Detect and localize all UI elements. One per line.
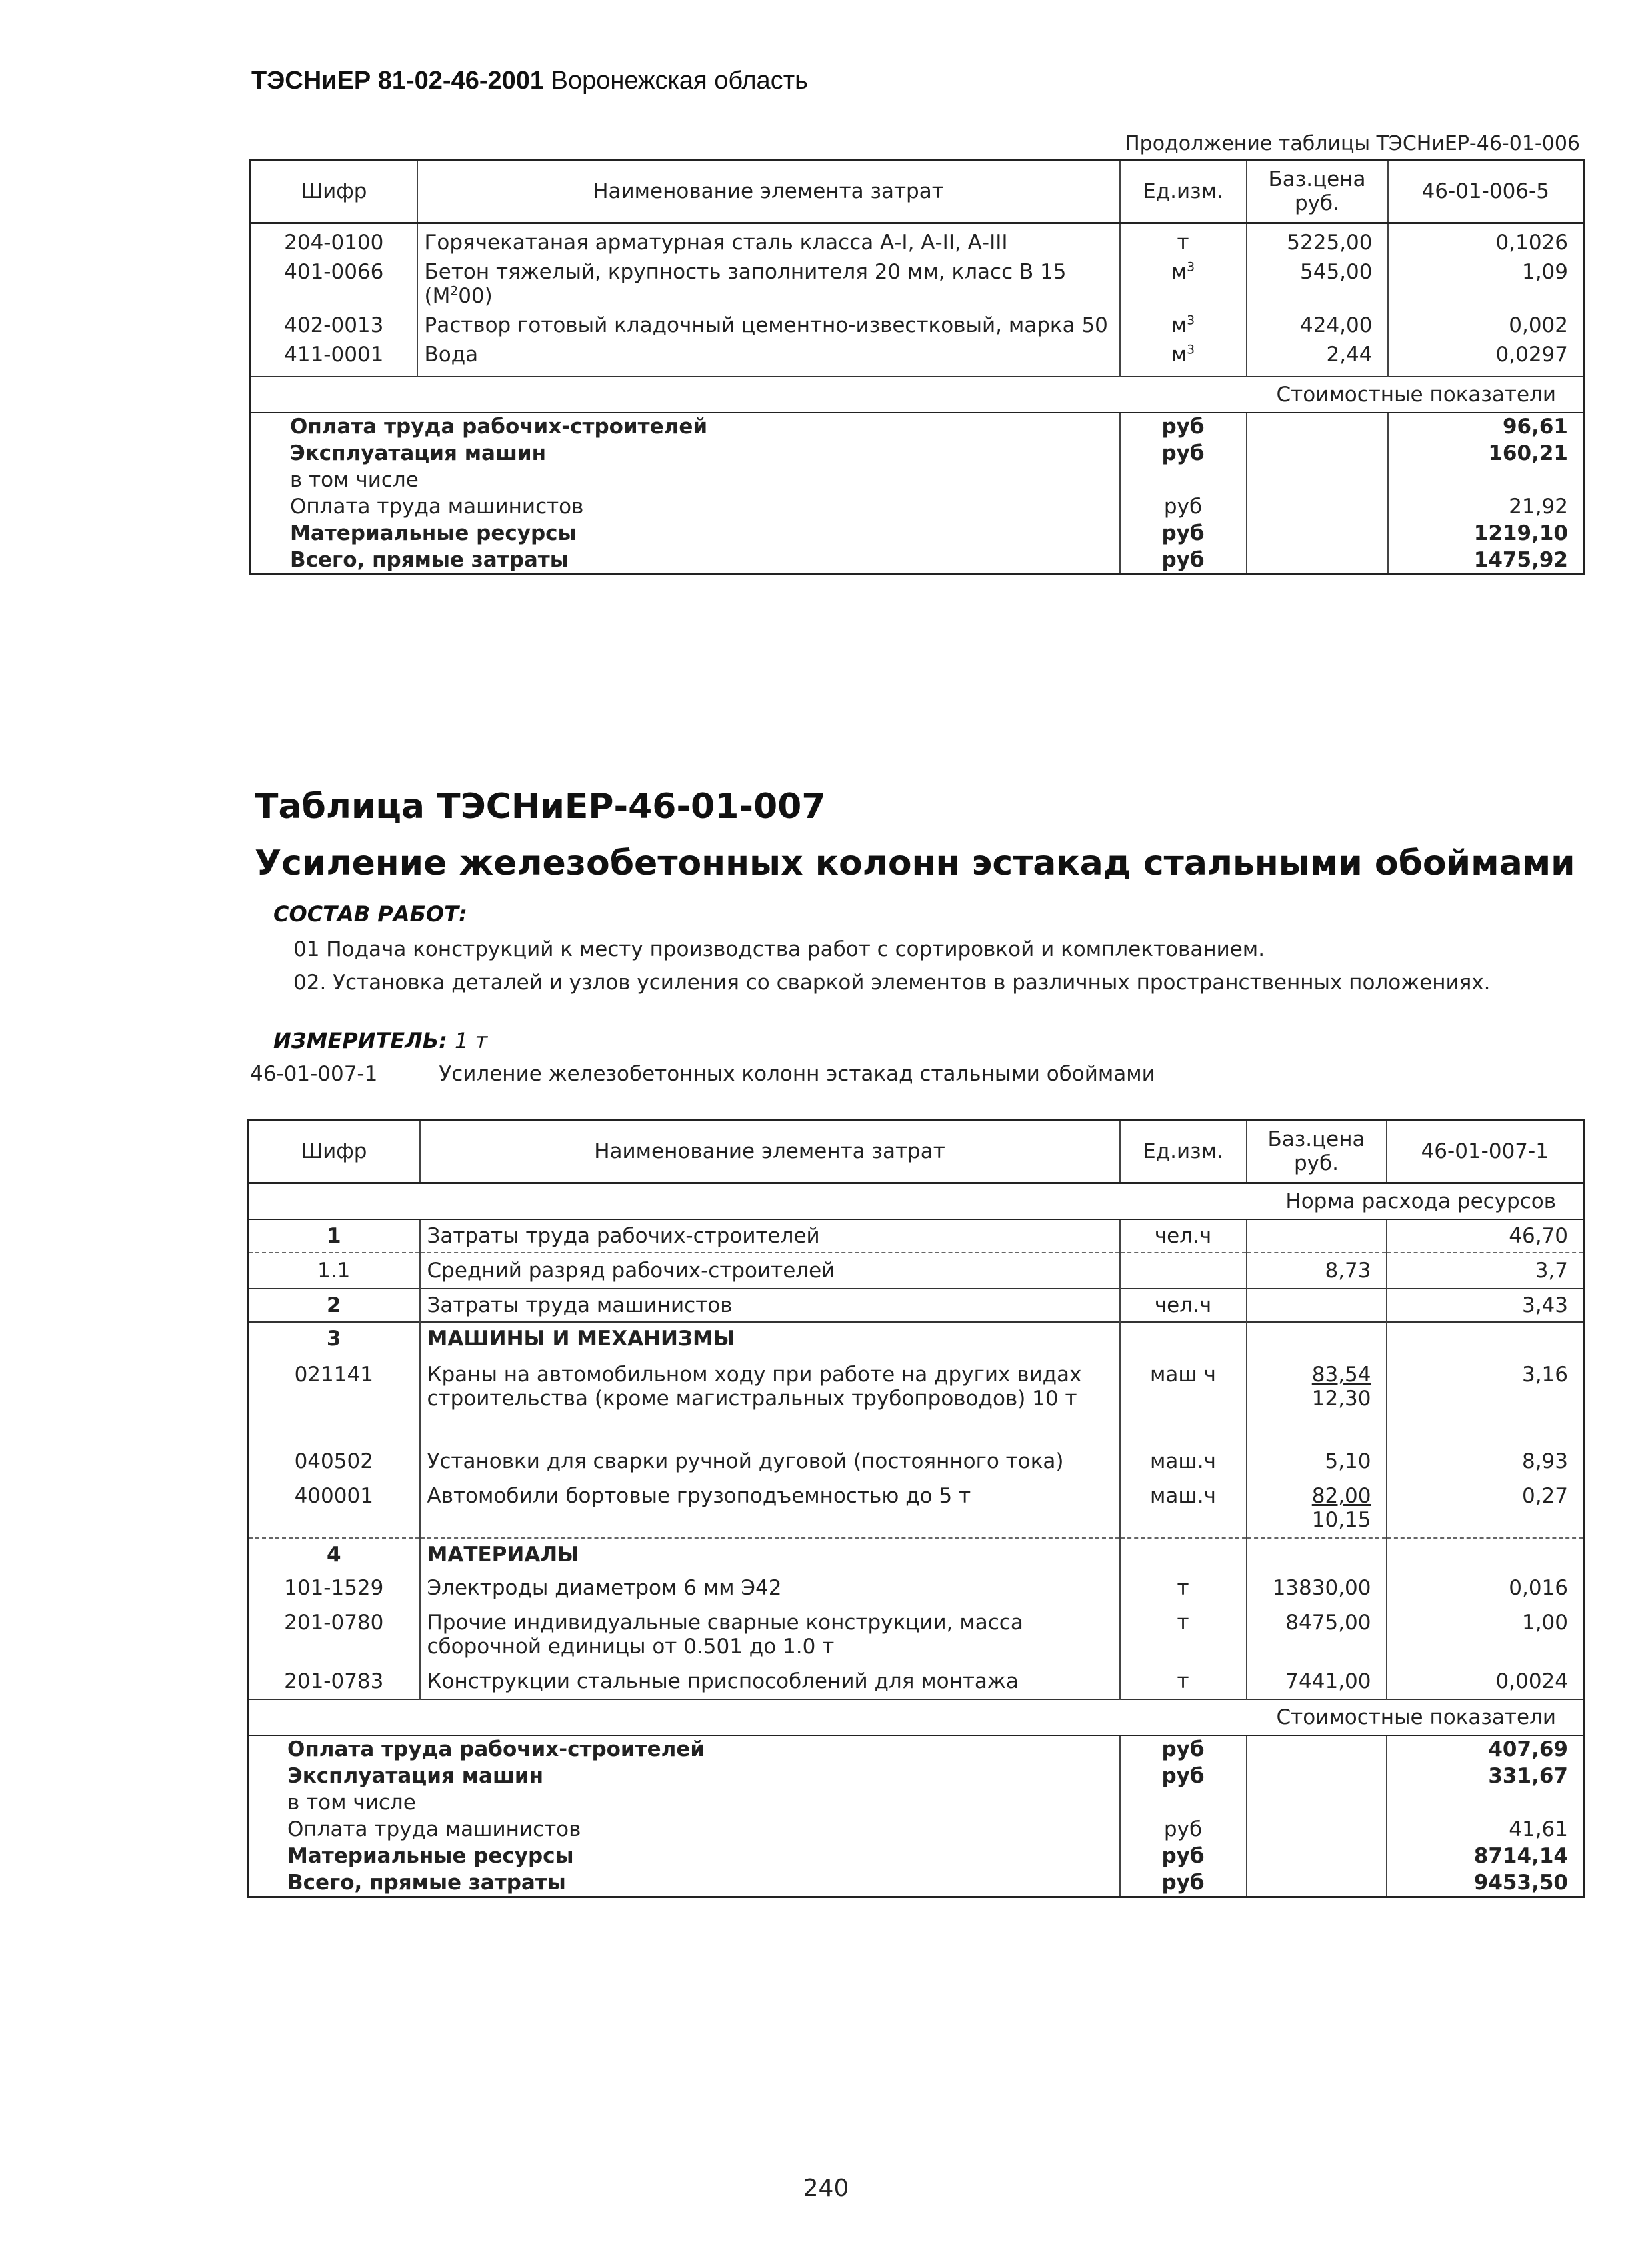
cell-value: 3,7 [1387, 1253, 1584, 1289]
cost-value: 1475,92 [1388, 547, 1584, 575]
cell-value [1387, 1538, 1584, 1571]
cell-value: 1,00 [1387, 1605, 1584, 1664]
table2-costs [248, 1735, 1584, 1897]
table-row [248, 1253, 1584, 1289]
norm-code-line [250, 1062, 1155, 1086]
cost-value [1388, 467, 1584, 493]
cell-unit: маш.ч [1120, 1479, 1247, 1538]
price-value: 8475,00 [1285, 1611, 1371, 1635]
cost-price-empty [1247, 547, 1388, 575]
col-header-code: Шифр [248, 1120, 420, 1183]
cost-row [248, 1816, 1584, 1843]
cost-name: Материальные ресурсы [287, 1844, 574, 1868]
cell-code: 2 [248, 1289, 420, 1322]
price-value: 83,54 [1311, 1363, 1371, 1387]
table-row [248, 1289, 1584, 1322]
cell-price [1247, 1444, 1387, 1479]
cell-unit [1120, 1538, 1247, 1571]
col-header-unit: Ед.изм. [1120, 160, 1247, 223]
work-item-2: 02. Установка деталей и узлов усиления со сваркой элементов в различных пространственных положениях. [293, 971, 1491, 995]
cost-value: 9453,50 [1387, 1869, 1584, 1897]
cell-unit: т [1120, 1571, 1247, 1605]
cost-row [251, 493, 1584, 520]
cell-code: 1 [326, 1224, 341, 1248]
cost-row [248, 1789, 1584, 1816]
col-header-price: Баз.цена руб. [1247, 160, 1388, 223]
table-row [251, 257, 1584, 311]
cell-price [1247, 1538, 1387, 1571]
cell-name: Автомобили бортовые грузоподъемностью до 5 т [420, 1479, 1120, 1538]
cell-name: Установки для сварки ручной дуговой (постоянного тока) [420, 1444, 1120, 1479]
cell-price: 545,00 [1247, 257, 1388, 311]
col-header-code: Шифр [251, 160, 417, 223]
norm-label: Норма расхода ресурсов [248, 1183, 1584, 1220]
table-row [248, 1355, 1584, 1444]
cell-name: Затраты труда рабочих-строителей [420, 1219, 1120, 1253]
cell-value: 0,016 [1387, 1571, 1584, 1605]
table1-costs [251, 413, 1584, 575]
cost-value: 41,61 [1387, 1816, 1584, 1843]
cost-price-empty [1247, 1763, 1387, 1789]
table-row [248, 1664, 1584, 1699]
cell-price [1247, 1605, 1387, 1664]
cost-value [1387, 1789, 1584, 1816]
cost-value: 1219,10 [1388, 520, 1584, 547]
cell-price [1247, 1571, 1387, 1605]
cell-code: 204-0100 [284, 231, 384, 255]
table-row [251, 223, 1584, 258]
cost-label-row [251, 377, 1584, 413]
price-machinist-wage: 12,30 [1311, 1387, 1371, 1411]
table-row [251, 340, 1584, 377]
cost-name: Всего, прямые затраты [287, 1871, 566, 1895]
table-row [248, 1605, 1584, 1664]
cell-code: 101-1529 [284, 1576, 384, 1600]
table1-body [251, 223, 1584, 377]
cell-name: Вода [417, 340, 1120, 377]
cell-code: 040502 [294, 1449, 373, 1473]
cell-value [1387, 1322, 1584, 1355]
cell-value: 0,002 [1388, 311, 1584, 340]
cost-unit: руб [1120, 413, 1247, 440]
table-subtitle: Усиление железобетонных колонн эстакад стальными обоймами [255, 843, 1575, 883]
cell-name: Горячекатаная арматурная сталь класса А-I, А-II, А-III [417, 223, 1120, 258]
cell-unit: чел.ч [1120, 1219, 1247, 1253]
cost-name: в том числе [287, 1791, 416, 1815]
cell-price [1247, 1664, 1387, 1699]
price-value: 8,73 [1325, 1259, 1371, 1283]
cell-code: 4 [248, 1538, 420, 1571]
cell-price [1247, 1479, 1387, 1538]
cost-row [251, 440, 1584, 467]
cell-price [1247, 1253, 1387, 1289]
cost-price-empty [1247, 493, 1388, 520]
table-header-row [248, 1120, 1584, 1183]
cost-price-empty [1247, 413, 1388, 440]
cost-price-empty [1247, 1869, 1387, 1897]
cost-unit: руб [1120, 1735, 1247, 1763]
norm-code-description: Усиление железобетонных колонн эстакад стальными обоймами [439, 1062, 1155, 1086]
cell-code: 401-0066 [284, 260, 384, 284]
cell-unit [1120, 1253, 1247, 1289]
cell-price [1247, 1219, 1387, 1253]
table-row [251, 311, 1584, 340]
cost-unit: руб [1120, 547, 1247, 575]
col-header-name: Наименование элемента затрат [420, 1120, 1120, 1183]
cell-code: 3 [248, 1322, 420, 1355]
running-header [251, 67, 808, 95]
cell-value: 46,70 [1387, 1219, 1584, 1253]
cell-value: 3,43 [1387, 1289, 1584, 1322]
cost-value: 407,69 [1387, 1735, 1584, 1763]
cell-unit: т [1120, 1664, 1247, 1699]
header-region: Воронежская область [551, 67, 808, 95]
cell-code: 400001 [294, 1484, 373, 1508]
cell-code: 402-0013 [284, 313, 384, 337]
cell-unit [1120, 1322, 1247, 1355]
meter-value: 1 т [455, 1028, 488, 1053]
cell-unit: $м^3$ [1120, 311, 1247, 340]
table-row [248, 1479, 1584, 1538]
cost-unit: руб [1120, 1816, 1247, 1843]
cost-unit: руб [1120, 440, 1247, 467]
cost-unit: руб [1120, 1763, 1247, 1789]
cell-name: Электроды диаметром 6 мм Э42 [420, 1571, 1120, 1605]
col-header-name: Наименование элемента затрат [417, 160, 1120, 223]
cost-row [248, 1843, 1584, 1869]
price-machinist-wage: 10,15 [1311, 1508, 1371, 1532]
cell-code: 411-0001 [284, 343, 384, 367]
cell-name: Раствор готовый кладочный цементно-известковый, марка 50 [417, 311, 1120, 340]
cell-value: 8,93 [1387, 1444, 1584, 1479]
cost-row [248, 1869, 1584, 1897]
cell-code: 021141 [294, 1363, 373, 1387]
table-row [248, 1444, 1584, 1479]
cell-code: 201-0783 [284, 1669, 384, 1693]
price-value: 7441,00 [1285, 1669, 1371, 1693]
cell-value: 0,0297 [1388, 340, 1584, 377]
page-number: 240 [803, 2175, 849, 2202]
cell-price [1247, 1289, 1387, 1322]
cost-unit: руб [1120, 493, 1247, 520]
cost-name: Всего, прямые затраты [290, 548, 569, 572]
cost-row [248, 1735, 1584, 1763]
cost-name: Оплата труда машинистов [287, 1817, 581, 1841]
cost-price-empty [1247, 1843, 1387, 1869]
cost-price-empty [1247, 1789, 1387, 1816]
col-header-unit: Ед.изм. [1120, 1120, 1247, 1183]
header-code: ТЭСНиЕР 81-02-46-2001 [251, 67, 545, 95]
cost-price-empty [1247, 467, 1388, 493]
cell-name: Затраты труда машинистов [420, 1289, 1120, 1322]
cell-name: МАШИНЫ И МЕХАНИЗМЫ [420, 1322, 1120, 1355]
cost-value: 96,61 [1388, 413, 1584, 440]
price-value: 82,00 [1311, 1484, 1371, 1508]
cost-name: Материальные ресурсы [290, 521, 577, 545]
table2-body [248, 1219, 1584, 1699]
cell-unit: т [1120, 1605, 1247, 1664]
cell-price: 5225,00 [1247, 223, 1388, 258]
col-header-norm: 46-01-006-5 [1388, 160, 1584, 223]
price-value: 5,10 [1325, 1449, 1371, 1473]
cell-name: Средний разряд рабочих-строителей [420, 1253, 1120, 1289]
cost-value: 160,21 [1388, 440, 1584, 467]
cost-unit: руб [1120, 520, 1247, 547]
cell-value: 0,27 [1387, 1479, 1584, 1538]
cell-unit: чел.ч [1120, 1289, 1247, 1322]
cell-price [1247, 1322, 1387, 1355]
cell-value: 0,1026 [1388, 223, 1584, 258]
cost-row [251, 520, 1584, 547]
cell-price: 424,00 [1247, 311, 1388, 340]
cell-unit: т [1120, 223, 1247, 258]
cost-unit: руб [1120, 1869, 1247, 1897]
cost-row [251, 413, 1584, 440]
table-header-row [251, 160, 1584, 223]
meter-label: ИЗМЕРИТЕЛЬ: [273, 1028, 447, 1053]
cell-name: Прочие индивидуальные сварные конструкции, масса сборочной единицы от 0.501 до 1.0 т [420, 1605, 1120, 1664]
cost-price-empty [1247, 440, 1388, 467]
cost-name: Оплата труда машинистов [290, 495, 584, 519]
cost-label-row [248, 1699, 1584, 1735]
table-row [248, 1571, 1584, 1605]
cell-name: Конструкции стальные приспособлений для монтажа [420, 1664, 1120, 1699]
cost-price-empty [1247, 1735, 1387, 1763]
cell-value: 3,16 [1387, 1355, 1584, 1444]
cost-unit: руб [1120, 1843, 1247, 1869]
cell-unit: маш ч [1120, 1355, 1247, 1444]
cost-row [248, 1763, 1584, 1789]
cell-unit: маш.ч [1120, 1444, 1247, 1479]
cost-value: 21,92 [1388, 493, 1584, 520]
cost-price-empty [1247, 520, 1388, 547]
cost-unit [1120, 1789, 1247, 1816]
cost-name: Эксплуатация машин [290, 441, 547, 465]
col-header-price: Баз.цена руб. [1247, 1120, 1387, 1183]
cell-code: 1.1 [248, 1253, 420, 1289]
col-header-norm: 46-01-007-1 [1387, 1120, 1584, 1183]
cell-price: 2,44 [1247, 340, 1388, 377]
cost-value: 8714,14 [1387, 1843, 1584, 1869]
meter [273, 1028, 487, 1053]
norm-code: 46-01-007-1 [250, 1062, 378, 1086]
cost-value: 331,67 [1387, 1763, 1584, 1789]
work-item-1: 01 Подача конструкций к месту производства работ с сортировкой и комплектованием. [293, 937, 1265, 961]
cell-name: МАТЕРИАЛЫ [420, 1538, 1120, 1571]
cell-name: Краны на автомобильном ходу при работе на других видах строительства (кроме магистральных трубопроводов) 10 т [420, 1355, 1120, 1444]
cell-name: Бетон тяжелый, крупность заполнителя 20 мм, класс В 15 $(М^200)$ [417, 257, 1120, 311]
table-46-01-007 [247, 1119, 1585, 1898]
cost-unit [1120, 467, 1247, 493]
norm-label-row [248, 1183, 1584, 1220]
cell-price [1247, 1355, 1387, 1444]
table-row [248, 1322, 1584, 1355]
cost-row [251, 547, 1584, 575]
table-row [248, 1219, 1584, 1253]
price-value: 13830,00 [1272, 1576, 1371, 1600]
continuation-label: Продолжение таблицы ТЭСНиЕР-46-01-006 [1125, 132, 1580, 155]
cell-unit: $м^3$ [1120, 257, 1247, 311]
cell-unit: $м^3$ [1120, 340, 1247, 377]
cost-name: Оплата труда рабочих-строителей [287, 1737, 705, 1761]
cost-label: Стоимостные показатели [248, 1699, 1584, 1735]
cell-value: 0,0024 [1387, 1664, 1584, 1699]
cost-name: в том числе [290, 468, 419, 492]
cost-price-empty [1247, 1816, 1387, 1843]
work-composition-label: СОСТАВ РАБОТ: [273, 901, 467, 927]
cell-code: 201-0780 [284, 1611, 384, 1635]
table-46-01-006-continuation [249, 159, 1585, 575]
table-row [248, 1538, 1584, 1571]
cost-label: Стоимостные показатели [251, 377, 1584, 413]
cost-name: Эксплуатация машин [287, 1764, 544, 1788]
cost-row [251, 467, 1584, 493]
table-title: Таблица ТЭСНиЕР-46-01-007 [255, 787, 826, 827]
cell-value: 1,09 [1388, 257, 1584, 311]
cost-name: Оплата труда рабочих-строителей [290, 415, 708, 439]
